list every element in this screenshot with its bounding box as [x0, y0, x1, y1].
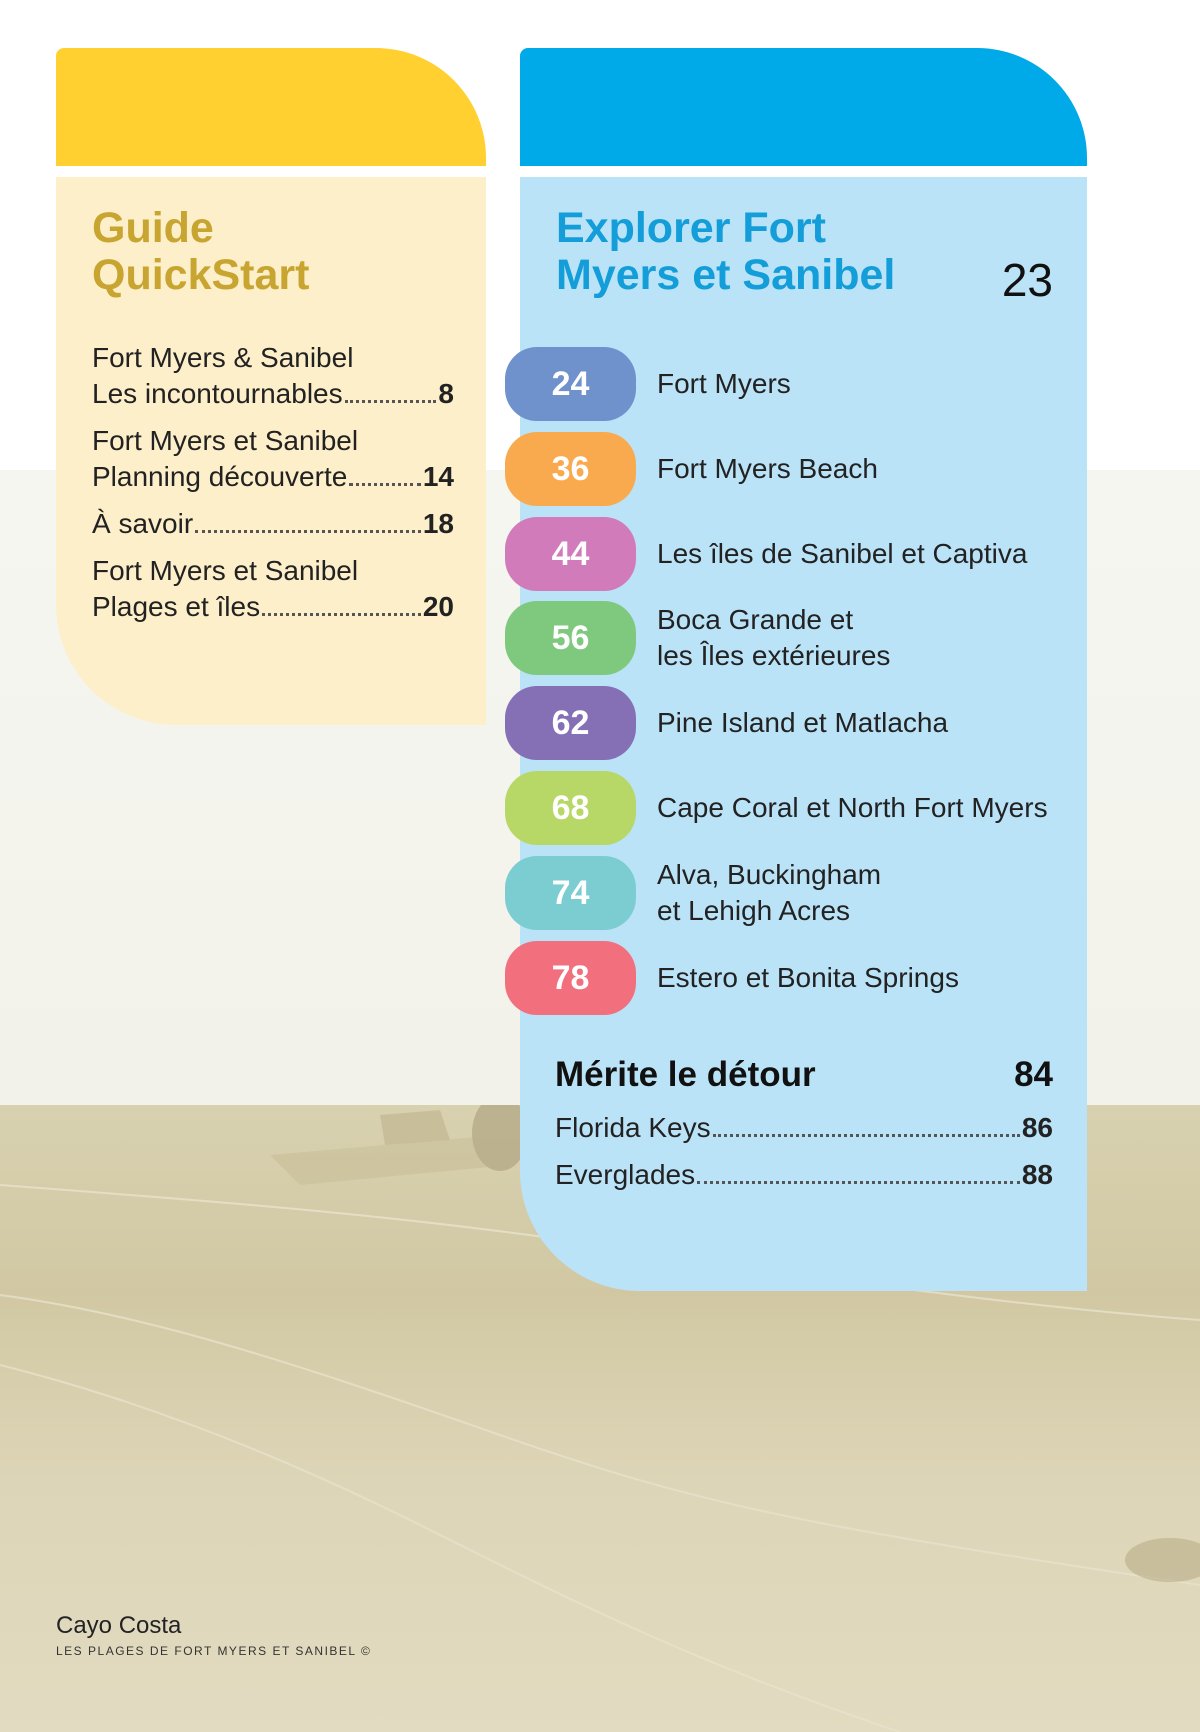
toc-entry-page: 20 [422, 591, 454, 622]
chapter-page-badge: 68 [505, 771, 636, 845]
toc-entry-incontournables[interactable] [92, 340, 454, 412]
chapter-title: Alva, Buckingham et Lehigh Acres [657, 859, 882, 926]
explorer-page-number: 23 [1001, 254, 1053, 306]
chapter-boca-grande[interactable] [505, 601, 1085, 675]
detour-entry-page: 86 [1021, 1112, 1053, 1143]
chapter-title: Fort Myers [657, 368, 791, 399]
chapter-page-badge: 62 [505, 686, 636, 760]
toc-entry-label: Planning découverte [92, 461, 348, 492]
detour-page-number: 84 [1014, 1055, 1053, 1094]
chapter-title: Fort Myers Beach [657, 453, 878, 484]
detour-entry-page: 88 [1021, 1159, 1053, 1190]
chapter-pine-island[interactable] [505, 686, 1085, 760]
chapter-page-badge: 44 [505, 517, 636, 591]
leader-dots [195, 530, 421, 533]
quickstart-title [92, 205, 309, 299]
toc-entry-label: Les incontournables [92, 378, 343, 409]
explorer-title-line1: Explorer Fort [556, 204, 826, 252]
chapter-alva-buckingham[interactable] [505, 856, 1085, 930]
detour-section-heading [555, 1055, 1053, 1095]
leader-dots [345, 400, 437, 403]
toc-entry-line1: Fort Myers et Sanibel [92, 555, 359, 586]
photo-caption [56, 1612, 371, 1658]
chapter-sanibel-captiva[interactable] [505, 517, 1085, 591]
quickstart-header-tab [56, 48, 486, 166]
chapter-title: Pine Island et Matlacha [657, 707, 949, 738]
toc-entry-line1: Fort Myers et Sanibel [92, 425, 359, 456]
chapter-page-badge: 74 [505, 856, 636, 930]
chapter-cape-coral[interactable] [505, 771, 1085, 845]
chapter-title: Boca Grande et les Îles extérieures [657, 604, 891, 671]
chapter-page-badge: 78 [505, 941, 636, 1015]
chapter-page-badge: 56 [505, 601, 636, 675]
detour-entry-label: Everglades [555, 1159, 696, 1190]
chapter-page-badge: 24 [505, 347, 636, 421]
toc-entry-plages[interactable] [92, 553, 454, 625]
chapter-fort-myers[interactable] [505, 347, 1085, 421]
explorer-title-line2: Myers et Sanibel [556, 251, 896, 299]
leader-dots [697, 1181, 1020, 1184]
explorer-header-tab [520, 48, 1087, 166]
quickstart-panel [56, 177, 486, 725]
detour-title: Mérite le détour [555, 1055, 816, 1094]
quickstart-title-line1: Guide [92, 204, 214, 252]
toc-entry-label: À savoir [92, 508, 194, 539]
detour-entry-florida-keys[interactable] [555, 1112, 1053, 1144]
chapter-title: Cape Coral et North Fort Myers [657, 792, 1048, 823]
toc-entry-page: 8 [438, 378, 454, 409]
toc-entry-line1: Fort Myers & Sanibel [92, 342, 354, 373]
chapter-title: Les îles de Sanibel et Captiva [657, 538, 1028, 569]
chapter-page-badge: 36 [505, 432, 636, 506]
explorer-title [556, 205, 895, 299]
toc-entry-planning[interactable] [92, 423, 454, 495]
leader-dots [262, 613, 421, 616]
leader-dots [713, 1134, 1020, 1137]
toc-entry-page: 18 [422, 508, 454, 539]
chapter-fort-myers-beach[interactable] [505, 432, 1085, 506]
caption-credit: LES PLAGES DE FORT MYERS ET SANIBEL © [56, 1644, 372, 1658]
quickstart-title-line2: QuickStart [92, 251, 310, 299]
chapter-title: Estero et Bonita Springs [657, 962, 959, 993]
toc-entry-label: Plages et îles [92, 591, 261, 622]
leader-dots [349, 483, 421, 486]
toc-entry-a-savoir[interactable] [92, 506, 454, 542]
chapter-estero-bonita[interactable] [505, 941, 1085, 1015]
toc-entry-page: 14 [422, 461, 454, 492]
detour-entry-label: Florida Keys [555, 1112, 711, 1143]
caption-title: Cayo Costa [56, 1612, 182, 1639]
detour-entry-everglades[interactable] [555, 1159, 1053, 1191]
